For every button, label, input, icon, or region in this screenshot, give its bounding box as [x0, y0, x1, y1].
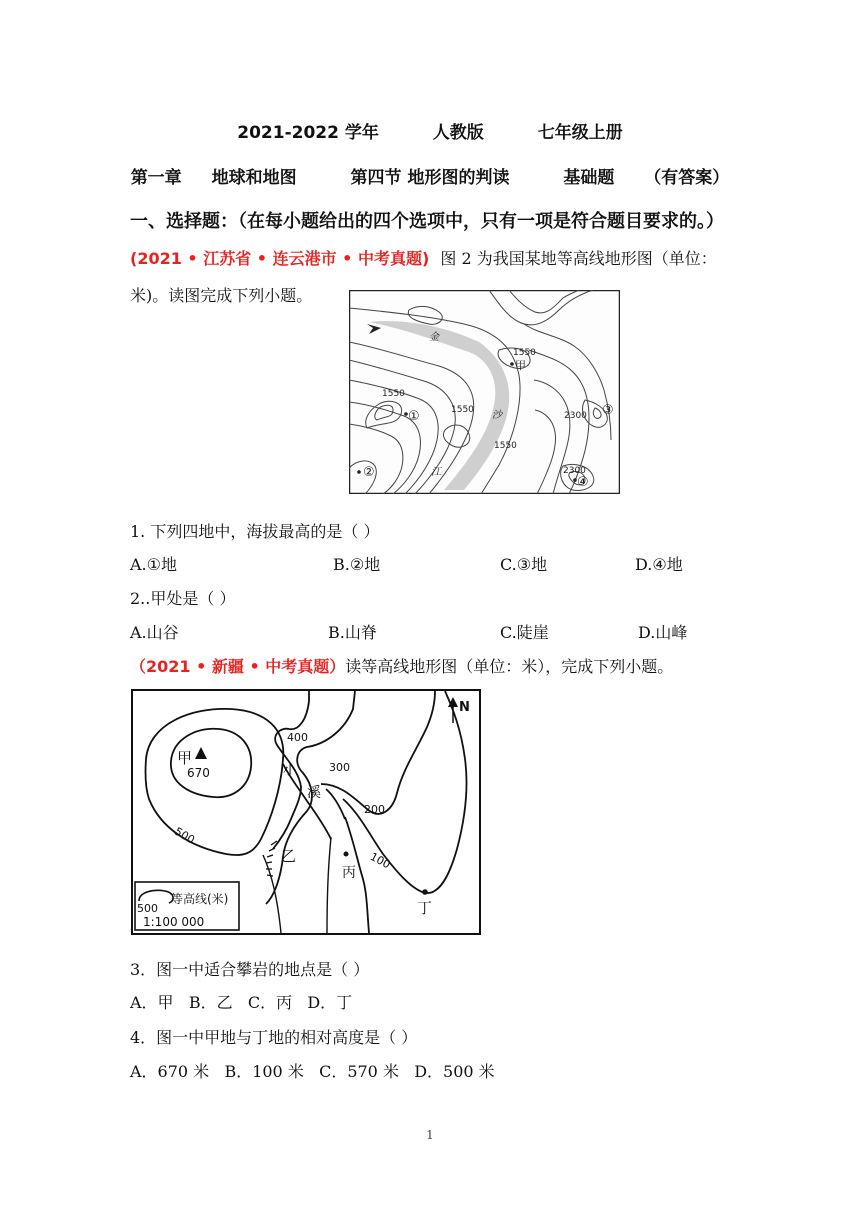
contour-map-2 [131, 689, 481, 935]
group1-intro-a: 图 2 为我国某地等高线地形图（单位： [440, 249, 717, 268]
subtitle-level: 基础题 [563, 168, 615, 188]
map2-point-yi: 乙 [281, 847, 297, 865]
subtitle-answer-note: （有答案） [644, 168, 730, 188]
group2-intro-line [130, 654, 673, 677]
map2-point-jia: 甲 [177, 749, 193, 767]
map1-elevation-1550-c: 1550 [451, 405, 474, 415]
map1-elevation-2300-a: 2300 [564, 411, 587, 421]
question-1-option-a[interactable]: A.①地 [130, 555, 177, 574]
map1-river-label-2: 沙 [492, 410, 502, 421]
group1-intro-b: 米)。读图完成下列小题。 [130, 286, 313, 305]
map1-point-jia: 甲 [515, 359, 526, 372]
map1-elevation-1550-a: 1550 [513, 348, 536, 358]
map2-peak-elevation: 670 [187, 766, 210, 780]
map1-point-2: ② [363, 465, 375, 480]
question-2-stem: 2..甲处是（ ） [130, 589, 236, 608]
contour-map-1 [349, 290, 620, 494]
contour-map-2-svg [131, 689, 481, 935]
question-1-option-b[interactable]: B.②地 [333, 555, 381, 574]
subtitle-chapter-title: 地球和地图 [211, 168, 297, 188]
map1-point-1: ① [408, 409, 420, 424]
subtitle-section: 第四节 地形图的判读 [350, 168, 510, 188]
document-subtitle [0, 163, 860, 188]
question-2-option-a[interactable]: A.山谷 [130, 623, 179, 642]
question-3-options[interactable]: A．甲 B．乙 C．丙 D．丁 [130, 993, 353, 1012]
group1-source: (2021 • 江苏省 • 连云港市 • 中考真题) [130, 249, 430, 268]
question-1-option-d[interactable]: D.④地 [635, 555, 683, 574]
document-title [0, 118, 860, 143]
map1-elevation-2300-b: 2300 [563, 466, 586, 476]
question-4-stem: 4．图一中甲地与丁地的相对高度是（ ） [130, 1028, 418, 1047]
contour-map-1-svg [349, 290, 620, 494]
subtitle-chapter: 第一章 [130, 168, 182, 188]
map1-point-4: ④ [577, 475, 589, 490]
map2-contour-400: 400 [287, 731, 308, 744]
question-2-option-b[interactable]: B.山脊 [328, 623, 377, 642]
map2-point-ding: 丁 [417, 899, 433, 917]
map2-contour-200: 200 [364, 803, 385, 816]
question-3-stem: 3．图一中适合攀岩的地点是（ ） [130, 960, 370, 979]
section-title: 一、选择题：（在每小题给出的四个选项中，只有一项是符合题目要求的。） [130, 211, 724, 232]
map2-contour-300: 300 [329, 761, 350, 774]
map1-point-3: ③ [602, 403, 614, 418]
map2-legend-value: 500 [137, 902, 158, 915]
map1-river-label-1: 金 [429, 332, 439, 343]
page-number: 1 [426, 1128, 434, 1142]
map1-elevation-1550-d: 1550 [494, 441, 517, 451]
question-1-option-c[interactable]: C.③地 [500, 555, 548, 574]
group2-source: （2021 • 新疆 • 中考真题） [130, 657, 346, 676]
question-4-options[interactable]: A．670 米 B．100 米 C．570 米 D．500 米 [130, 1062, 495, 1081]
group2-intro: 读等高线地形图（单位：米），完成下列小题。 [345, 657, 674, 676]
title-grade: 七年级上册 [537, 123, 623, 143]
map1-elevation-1550-b: 1550 [382, 389, 405, 399]
map2-north-label: N [459, 700, 470, 715]
group1-intro-line1 [130, 246, 717, 269]
title-edition: 人教版 [432, 123, 484, 143]
map2-contour-100: 100 [367, 850, 393, 872]
map2-contour-500: 500 [172, 824, 197, 847]
question-2-option-c[interactable]: C.陡崖 [500, 623, 549, 642]
map2-stream-label-xi: 溪 [307, 785, 321, 801]
map2-scale: 1:100 000 [143, 915, 205, 929]
question-1-stem: 1. 下列四地中，海拔最高的是（ ） [130, 522, 380, 541]
map1-river-label-3: 江 [431, 467, 441, 478]
map2-stream-label-xiao: 小 [283, 763, 297, 779]
question-2-option-d[interactable]: D.山峰 [638, 623, 688, 642]
map2-point-bing: 丙 [342, 865, 356, 881]
map2-legend-text: 等高线(米) [171, 892, 229, 906]
title-year: 2021-2022 学年 [237, 123, 379, 143]
